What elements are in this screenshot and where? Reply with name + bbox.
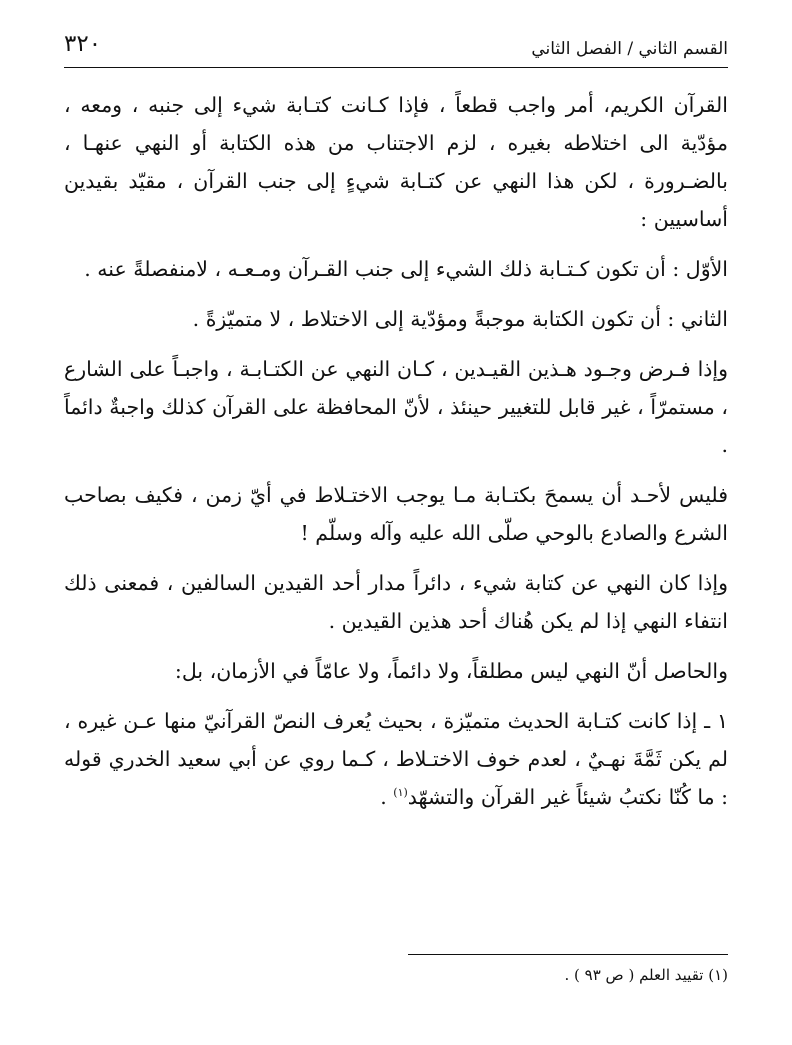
paragraph: والحاصل أنّ النهي ليس مطلقاً، ولا دائماً، ولا عامّاً في الأزمان، بل:: [174, 659, 728, 683]
paragraph-with-footnote: [64, 702, 728, 816]
paragraph: القرآن الكريم، أمر واجب قطعاً ، فإذا كـانت كتـابة شيء إلى جنبه ، ومعه ، مؤدّية الى اختلاطه بغيره ، لزم الاجتناب من هذه الكتابة أو النهي عنهـا ، بالضـرورة ، لكن هذا النهي عن كتـابة شيءٍ إلى جنب القرآن ، مقيّد بقيدين أساسيين :: [64, 93, 728, 231]
paragraph: الثاني : أن تكون الكتابة موجبةً ومؤدّية إلى الاختلاط ، لا متميّزةً .: [192, 307, 728, 331]
running-head: [64, 24, 728, 68]
footnote-divider: [408, 954, 728, 955]
paragraph: الأوّل : أن تكون كـتـابة ذلك الشيء إلى جنب القـرآن ومـعـه ، لامنفصلةً عنه .: [84, 257, 728, 281]
paragraph: وإذا كان النهي عن كتابة شيء ، دائراً مدار أحد القيدين السالفين ، فمعنى ذلك انتفاء النهي إذا لم يكن هُناك أحد هذين القيدين .: [64, 571, 728, 633]
footnote: (١) تقييد العلم ( ص ٩٣ ) .: [564, 966, 728, 984]
section-title: القسم الثاني / الفصل الثاني: [531, 38, 728, 59]
page-number: ٣٢٠: [64, 31, 102, 58]
paragraph: وإذا فـرض وجـود هـذين القيـدين ، كـان النهي عن الكتـابـة ، واجبـاً على الشارع ، مستمرّاً ، غير قابل للتغيير حينئذ ، لأنّ المحافظة على القرآن كذلك واجبةٌ دائماً .: [64, 357, 728, 457]
footnote-reference: (١): [393, 786, 408, 800]
paragraph-tail: .: [380, 785, 394, 809]
body-text: [64, 86, 728, 828]
paragraph: فليس لأحـد أن يسمحَ بكتـابة مـا يوجب الاختـلاط في أيّ زمن ، فكيف بصاحب الشرع والصادع بالوحي صلّى الله عليه وآله وسلّم !: [64, 483, 728, 545]
footnotes-area: [64, 954, 728, 987]
paragraph-text: ١ ـ إذا كانت كتـابة الحديث متميّزة ، بحيث يُعرف النصّ القرآنيّ منها عـن غيره ، لم يكن ثَمَّةَ نهـيٌ ، لعدم خوف الاختـلاط ، كـما روي عن أبي سعيد الخدري قوله : ما كُنّا نكتبُ شيئاً غير القرآن والتشهّد: [64, 709, 728, 809]
book-page: [64, 24, 728, 1014]
